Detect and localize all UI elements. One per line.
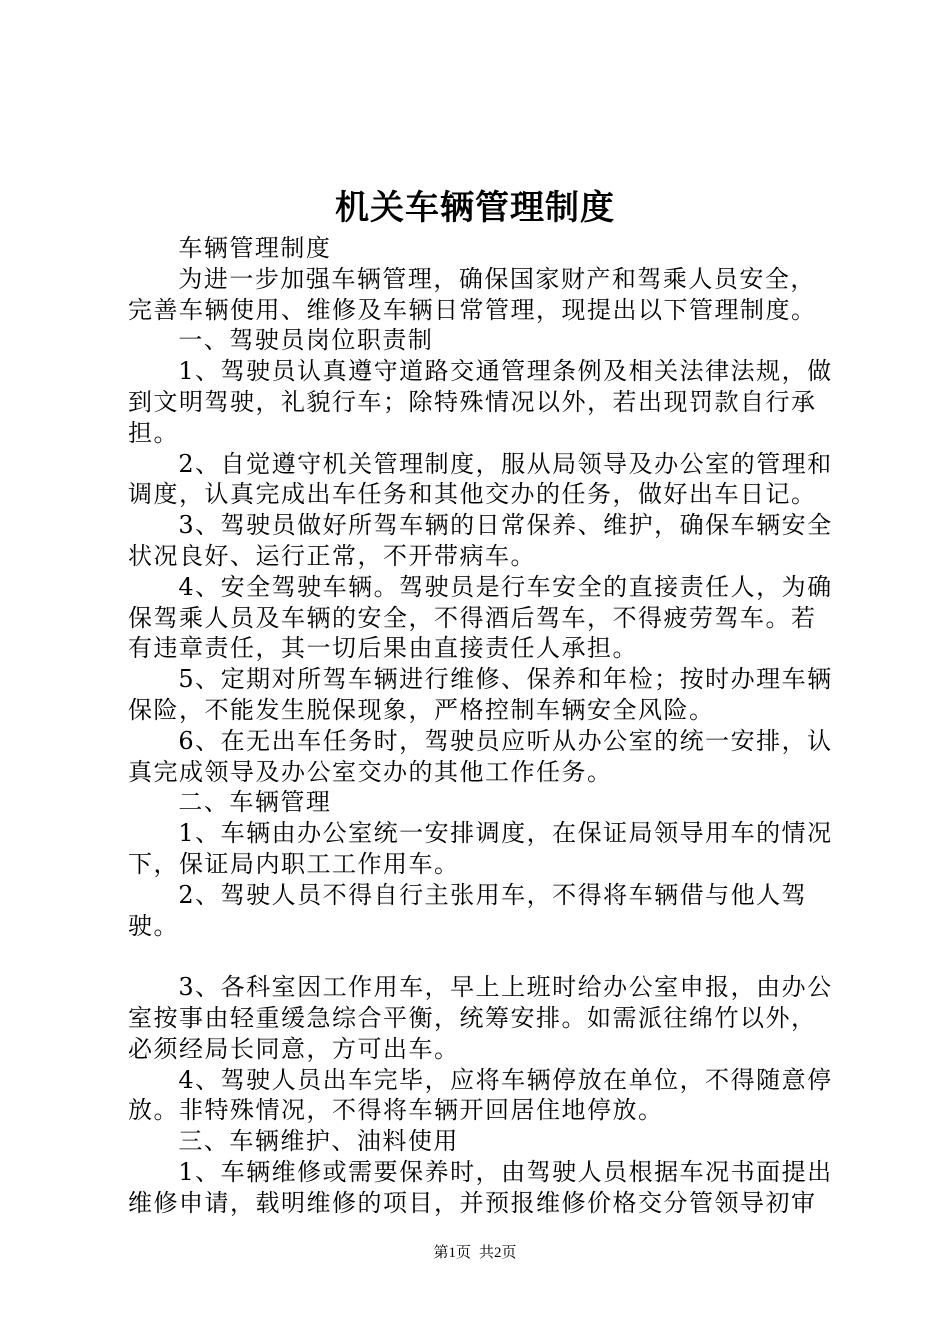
paragraph-intro: 为进一步加强车辆管理，确保国家财产和驾乘人员安全，完善车辆使用、维修及车辆日常管理，现提出以下管理制度。	[128, 264, 817, 324]
paragraph-1-5: 5、定期对所驾车辆进行维修、保养和年检；按时办理车辆保险，不能发生脱保现象，严格控制车辆安全风险。	[128, 665, 833, 724]
paragraph-1-1: 1、驾驶员认真遵守道路交通管理条例及相关法律法规，做到文明驾驶，礼貌行车；除特殊情况以外，若出现罚款自行承担。	[128, 357, 833, 447]
paragraph-3-1: 1、车辆维修或需要保养时，由驾驶人员根据车况书面提出维修申请，载明维修的项目，并预报维修价格交分管领导初审	[128, 1157, 833, 1217]
paragraph-2-1: 1、车辆由办公室统一安排调度，在保证局领导用车的情况下，保证局内职工工作用车。	[128, 819, 833, 878]
paragraph-2-2: 2、驾驶人员不得自行主张用车，不得将车辆借与他人驾驶。	[128, 880, 808, 940]
section-heading-2: 二、车辆管理	[178, 788, 332, 817]
page-number: 第1页	[433, 1245, 471, 1261]
paragraph-1-4: 4、安全驾驶车辆。驾驶员是行车安全的直接责任人，为确保驾乘人员及车辆的安全，不得酒后驾车，不得疲劳驾车。若有违章责任，其一切后果由直接责任人承担。	[128, 572, 833, 663]
paragraph-subtitle: 车辆管理制度	[178, 234, 332, 262]
paragraph-2-4: 4、驾驶人员出车完毕，应将车辆停放在单位，不得随意停放。非特殊情况，不得将车辆开回居住地停放。	[128, 1065, 833, 1125]
document-title: 机关车辆管理制度	[335, 188, 615, 228]
section-heading-1: 一、驾驶员岗位职责制	[178, 326, 434, 355]
paragraph-2-3: 3、各科室因工作用车，早上上班时给办公室申报，由办公室按事由轻重缓急综合平衡，统筹安排。如需派往绵竹以外，必须经局长同意，方可出车。	[128, 973, 833, 1063]
paragraph-1-2: 2、自觉遵守机关管理制度，服从局领导及办公室的管理和调度，认真完成出车任务和其他交办的任务，做好出车日记。	[128, 449, 833, 509]
page-footer	[0, 1243, 950, 1263]
paragraph-1-3: 3、驾驶员做好所驾车辆的日常保养、维护，确保车辆安全状况良好、运行正常，不开带病车。	[128, 511, 833, 570]
page-total: 共2页	[479, 1245, 517, 1261]
section-heading-3: 三、车辆维护、油料使用	[178, 1127, 459, 1156]
paragraph-1-6: 6、在无出车任务时，驾驶员应听从办公室的统一安排，认真完成领导及办公室交办的其他工作任务。	[128, 726, 833, 786]
document-body	[128, 233, 840, 1219]
